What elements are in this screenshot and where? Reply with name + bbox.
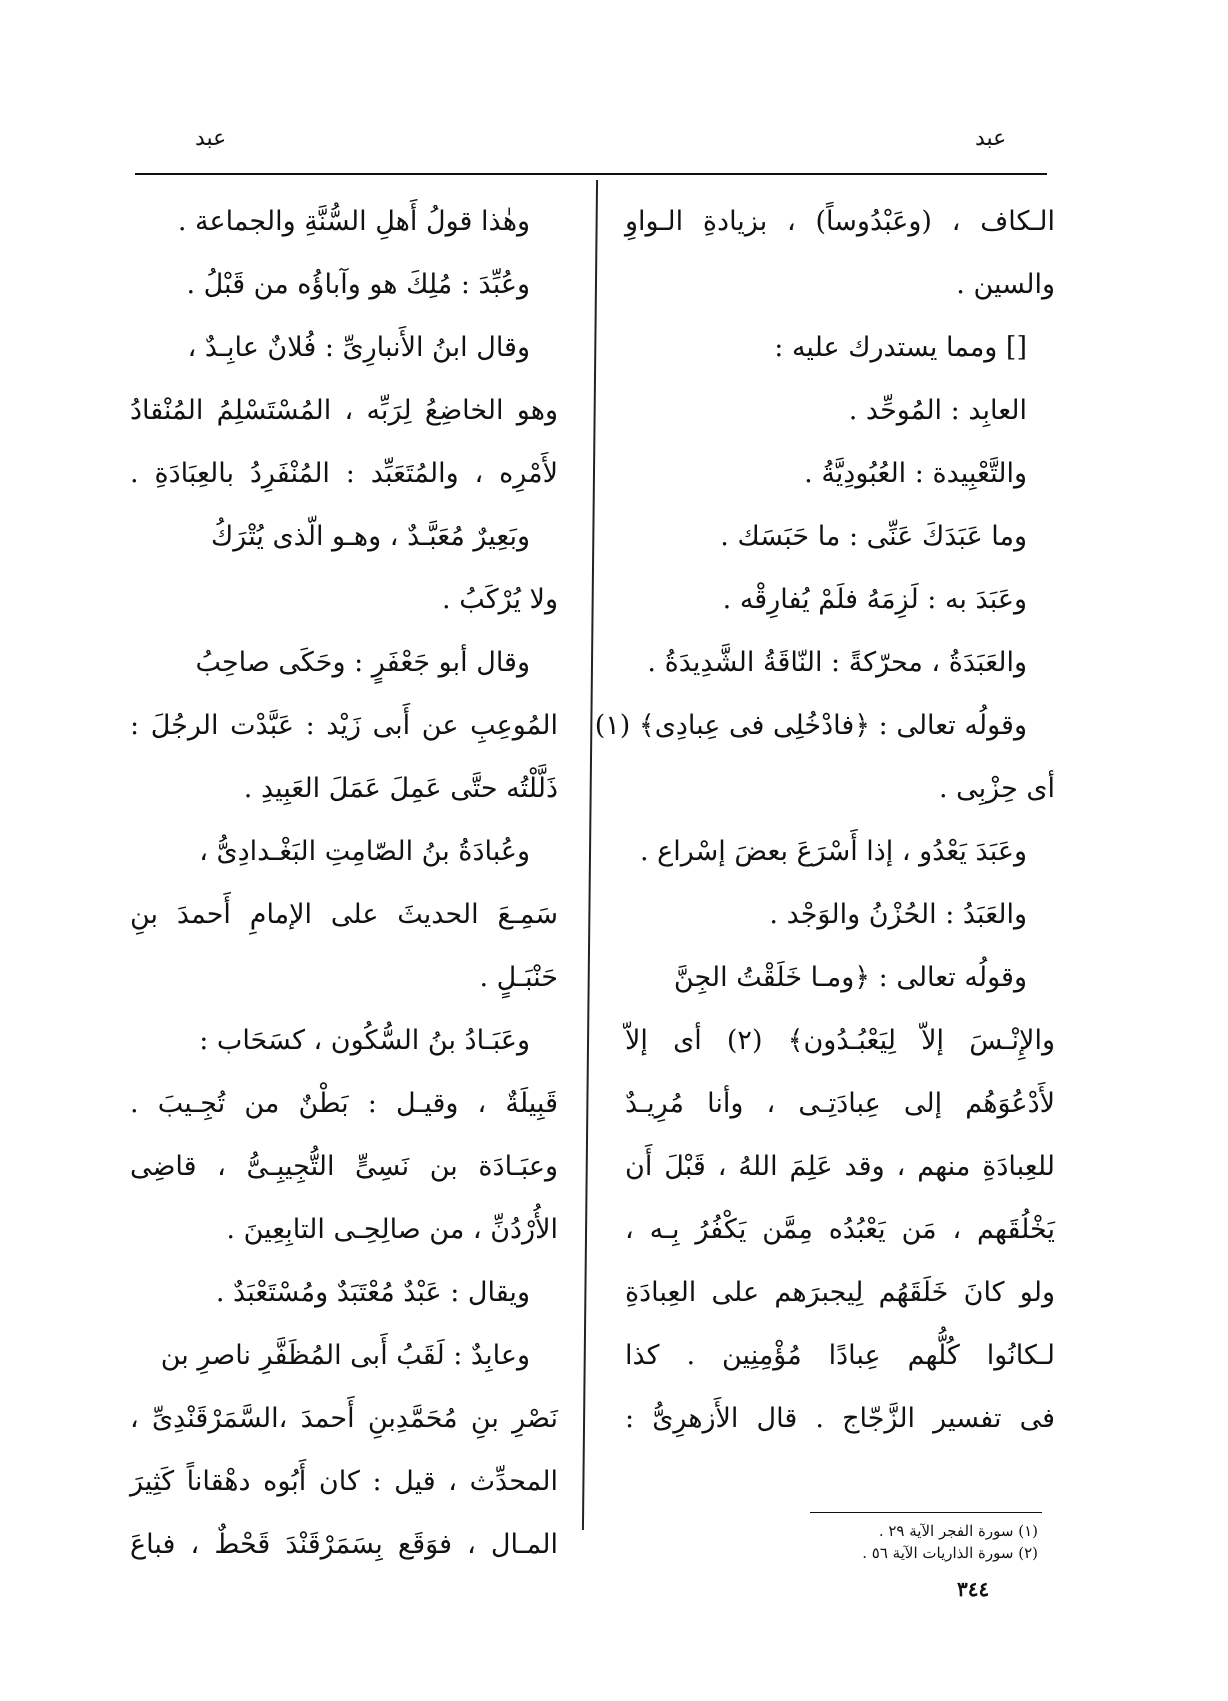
text-line: لـكانُوا كُلُّهم عِبادًا مُؤْمِنِين . كذا [625, 1340, 1055, 1371]
running-head-left: عبد [195, 126, 227, 151]
text-line: وقولُه تعالى : ﴿ومـا خَلَقْتُ الجِنَّ [673, 962, 1027, 993]
page-number: ٣٤٤ [957, 1577, 990, 1601]
text-line: وعابِدٌ : لَقَبُ أَبى المُظَفَّرِ ناصرِ بن [160, 1340, 530, 1371]
text-line: والتَّعْبِيدة : العُبُودِيَّةُ . [804, 458, 1027, 489]
text-line: وما عَبَدَكَ عَنِّى : ما حَبَسَك . [720, 521, 1027, 552]
text-line: وعَبَدَ يَعْدُو ، إذا أَسْرَعَ بعضَ إسْراع . [639, 836, 1027, 867]
text-line: وقال ابنُ الأَنبارِىِّ : فُلانٌ عابِـدٌ ، [187, 332, 530, 363]
text-line: وهٰذا قولُ أَهلِ السُّنَّةِ والجماعة . [177, 206, 530, 237]
text-line: وعُبِّدَ : مُلِكَ هو وآباؤُه من قَبْلُ . [186, 269, 530, 300]
text-line: يَخْلُقَهم ، مَن يَعْبُدُه مِمَّن يَكْفُرُ بِـه ، [625, 1214, 1055, 1245]
text-line: وعَبَدَ به : لَزِمَهُ فلَمْ يُفارِقْه . [722, 584, 1027, 615]
text-line: ولو كانَ خَلَقَهُم لِيجبرَهم على العِبادَةِ [625, 1277, 1055, 1308]
text-line: والسين . [956, 269, 1055, 300]
text-line: سَمِـعَ الحديثَ على الإمامِ أَحمدَ بنِ [130, 899, 558, 930]
running-head-right: عبد [975, 126, 1007, 151]
text-line: قَبِيلَةٌ ، وقيـل : بَطْنٌ من تُجِـيبَ . [130, 1088, 558, 1119]
text-line: أى حِزْبِى . [939, 773, 1055, 804]
header-rule [135, 173, 1047, 175]
text-line: حَنْبَـلٍ . [479, 962, 558, 993]
footnotes [780, 1520, 1038, 1564]
text-line: والإِنْـسَ إلاّ لِيَعْبُـدُون﴾ (٢) أى إلاّ [625, 1025, 1055, 1056]
text-line: [] ومما يستدرك عليه : [774, 332, 1027, 363]
text-line: المحدِّث ، قيل : كان أَبُوه دهْقاناً كَثِيرَ [130, 1466, 558, 1497]
text-line: والعَبَدَةُ ، محرّكةً : النّاقَةُ الشَّدِيدَةُ . [647, 647, 1027, 678]
text-line: والعَبَدُ : الحُزْنُ والوَجْد . [769, 899, 1027, 930]
text-line: المـال ، فوَقَع بِسَمَرْقَنْدَ قَحْطٌ ، فباعَ [130, 1529, 558, 1560]
text-line: وهو الخاضِعُ لِرَبِّه ، المُسْتَسْلِمُ المُنْقادُ [130, 395, 558, 426]
text-line: للعِبادَةِ منهم ، وقد عَلِمَ اللهُ ، قَبْلَ أَن [625, 1151, 1055, 1182]
text-line: وقال أبو جَعْفَرٍ : وحَكَى صاحِبُ [195, 647, 530, 678]
text-line: ذَلَّلْتُه حتَّى عَمِلَ عَمَلَ العَبِيدِ . [243, 773, 558, 804]
text-line: لأَمْرِه ، والمُتَعَبِّد : المُنْفَرِدُ بالعِبَادَةِ . [130, 458, 558, 489]
text-line: العابِد : المُوحِّد . [848, 395, 1027, 426]
text-line: الأُرْدُنِّ ، من صالِحِـى التابِعِينَ . [226, 1214, 558, 1245]
right-column [594, 190, 1055, 1450]
text-line: ويقال : عَبْدٌ مُعْتَبَدٌ ومُسْتَعْبَدٌ . [215, 1277, 530, 1308]
text-line: وعبَـادَة بن نَسِىٍّ التُّجِيبِـىُّ ، قاضِى [130, 1151, 558, 1182]
text-line: وعَبَـادُ بنُ السُّكُون ، كسَحَاب : [199, 1025, 530, 1056]
text-line: ولا يُرْكَبُ . [442, 584, 558, 615]
column-divider [582, 180, 598, 1530]
text-line: وبَعِيرٌ مُعَبَّـدٌ ، وهـو الّذى يُتْرَكُ [211, 521, 530, 552]
footnote: (٢) سورة الذاريات الآية ٥٦ . [862, 1544, 1038, 1562]
text-line: وعُبادَةُ بنُ الصّامِتِ البَغْـدادِىُّ ، [199, 836, 530, 867]
text-line: نَصْرِ بنِ مُحَمَّدِبنِ أَحمدَ ،السَّمَرْقَنْدِىِّ ، [130, 1403, 558, 1434]
text-line: وقولُه تعالى : ﴿فادْخُلِى فى عِبادِى﴾ (١) [594, 710, 1027, 741]
footnote-rule [810, 1512, 1042, 1513]
footnote: (١) سورة الفجر الآية ٢٩ . [878, 1522, 1038, 1540]
text-line: فى تفسير الزَّجّاج . قال الأَزهرِىُّ : [625, 1403, 1055, 1434]
text-line: الـكاف ، (وعَبْدُوساً) ، بزيادةِ الـواوِ [625, 206, 1055, 237]
left-column [130, 190, 558, 1576]
text-line: المُوعِبِ عن أَبى زَيْد : عَبَّدْت الرجُلَ : [130, 710, 558, 741]
text-line: لأَدْعُوَهُم إلى عِبادَتِـى ، وأنا مُرِيـدٌ [625, 1088, 1055, 1119]
